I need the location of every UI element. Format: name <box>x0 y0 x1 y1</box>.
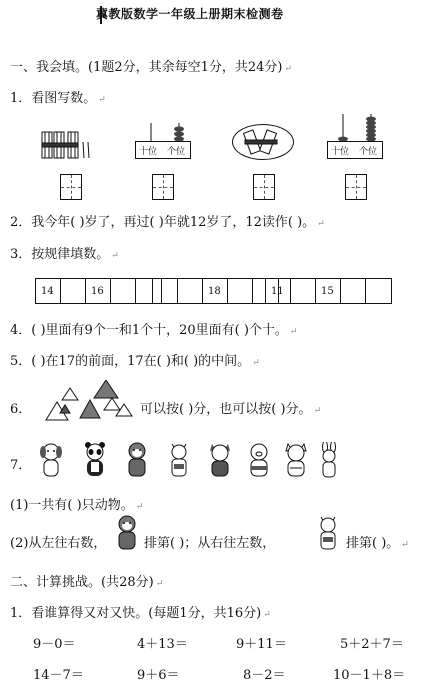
answer-box-1[interactable] <box>60 174 82 200</box>
sequence-cell: 15 <box>316 279 341 303</box>
answer-box-4[interactable] <box>345 174 367 200</box>
sequence-cell[interactable] <box>291 279 316 303</box>
calc-item: 10－1＋8＝ <box>333 668 406 683</box>
sequence-table-1 <box>35 278 162 304</box>
stick-bundles-picture-1 <box>38 128 98 162</box>
circled-stick-bundles-picture <box>232 124 294 160</box>
sequence-cell[interactable] <box>341 279 366 303</box>
sequence-table-3 <box>265 278 392 304</box>
calc-item: 9＋11＝ <box>236 637 287 652</box>
sequence-cell: 14 <box>36 279 61 303</box>
question-3: 3．按规律填数。 ↵ <box>10 247 119 262</box>
answer-box-2[interactable] <box>152 174 174 200</box>
sequence-cell[interactable] <box>366 279 391 303</box>
sequence-cell: 11 <box>266 279 291 303</box>
question-7-part-2-a: (2)从左往右数， <box>10 536 107 551</box>
monkey-icon <box>124 442 150 482</box>
calc-item: 9－0＝ <box>33 637 76 652</box>
question-7-part-2-b: 排第( )；从右往左数， <box>144 536 276 551</box>
calc-item: 8－2＝ <box>243 668 286 683</box>
section1-heading: 一、我会填。(1题2分，其余每空1分，共24分) ↵ <box>10 60 293 75</box>
abacus-picture-2: 十位 个位 <box>327 114 383 159</box>
calc-item: 4＋13＝ <box>137 637 188 652</box>
sequence-cell: 16 <box>86 279 111 303</box>
calc-item: 9＋6＝ <box>137 668 180 683</box>
answer-box-3[interactable] <box>253 174 275 200</box>
calc-item: 5＋2＋7＝ <box>340 637 404 652</box>
sequence-table-2 <box>152 278 279 304</box>
calc-item: 14－7＝ <box>33 668 84 683</box>
pig-icon <box>246 442 272 482</box>
goat-icon <box>315 515 341 555</box>
triangles-picture <box>32 380 144 422</box>
question-7-number: 7． <box>10 458 32 473</box>
question-1: 1．看图写数。 ↵ <box>10 91 106 106</box>
section2-question-1: 1．看谁算得又对又快。(每题1分，共16分) ↵ <box>10 606 271 621</box>
cat-icon <box>207 442 233 482</box>
panda-icon <box>82 442 108 482</box>
sequence-cell[interactable] <box>111 279 136 303</box>
question-2: 2．我今年( )岁了，再过( )年就12岁了，12读作( )。 ↵ <box>10 215 325 230</box>
page-title: 冀教版数学一年级上册期末检测卷 <box>96 7 284 21</box>
question-4: 4．( )里面有9个一和1个十，20里面有( )个十。 ↵ <box>10 323 298 338</box>
question-6-number: 6． <box>10 402 32 417</box>
cat-2-icon <box>283 442 309 482</box>
monkey-icon <box>114 515 140 555</box>
sequence-cell[interactable] <box>153 279 178 303</box>
goat-icon <box>166 442 192 482</box>
question-7-part-2-c: 排第( )。 ↵ <box>346 536 409 551</box>
question-7-part-1: (1)一共有( )只动物。 ↵ <box>10 498 144 513</box>
dog-icon <box>38 442 64 482</box>
sequence-cell[interactable] <box>178 279 203 303</box>
question-5: 5．( )在17的前面，17在( )和( )的中间。 ↵ <box>10 354 260 369</box>
sequence-cell: 18 <box>203 279 228 303</box>
sequence-cell[interactable] <box>228 279 253 303</box>
question-6-text: 可以按( )分，也可以按( )分。 ↵ <box>140 402 322 417</box>
sequence-cell[interactable] <box>61 279 86 303</box>
abacus-picture-1: 十位 个位 <box>135 123 191 159</box>
rabbit-icon <box>316 442 342 482</box>
section2-heading: 二、计算挑战。(共28分) ↵ <box>10 575 164 590</box>
